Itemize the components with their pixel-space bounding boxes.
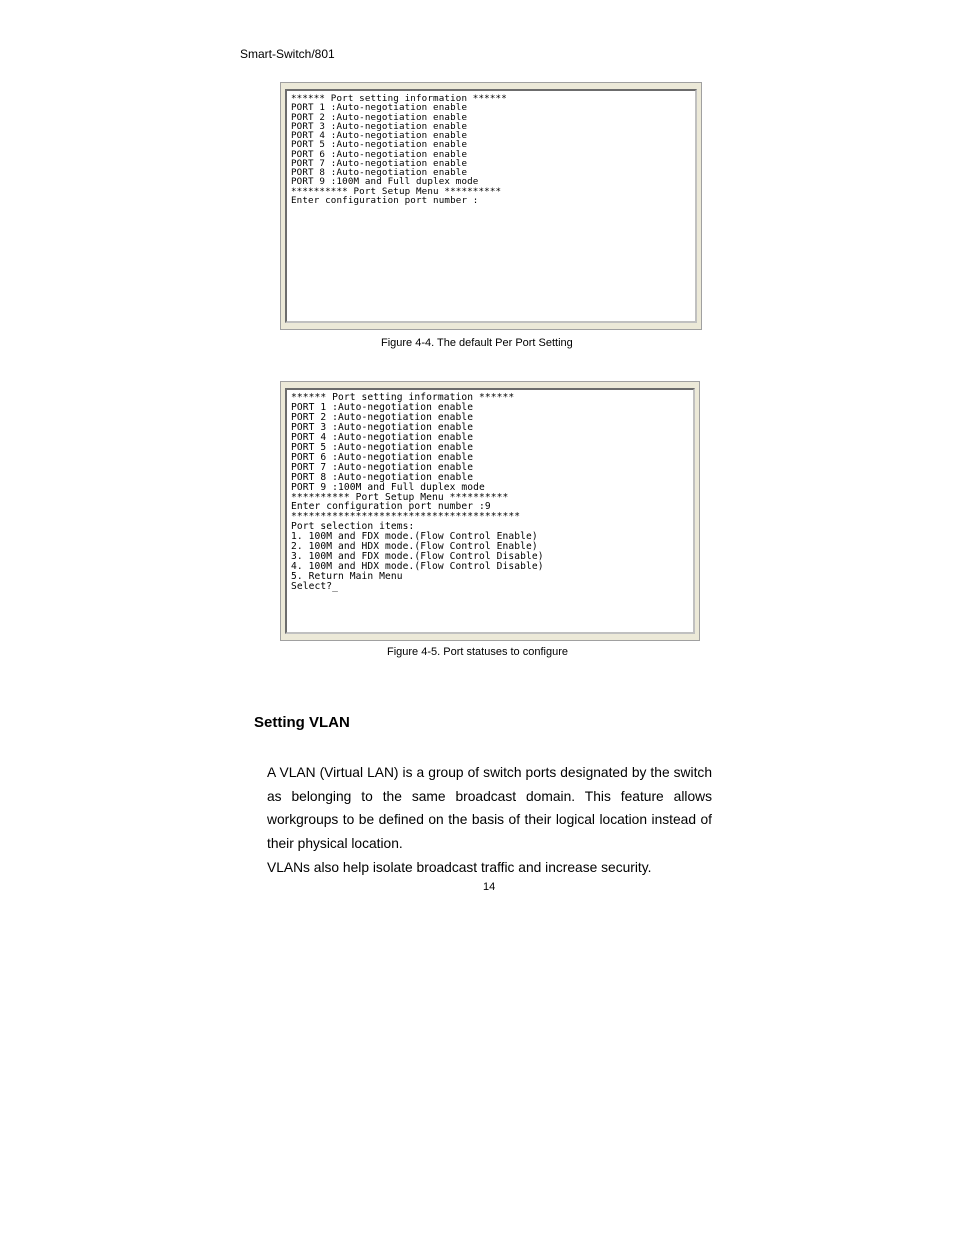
terminal-output	[291, 393, 544, 592]
terminal-line: PORT 4 :Auto-negotiation enable	[291, 431, 474, 443]
terminal-screen	[285, 89, 697, 323]
terminal-line: 1. 100M and FDX mode.(Flow Control Enable)	[291, 531, 538, 543]
terminal-line: PORT 5 :Auto-negotiation enable	[291, 139, 468, 151]
terminal-line: PORT 1 :Auto-negotiation enable	[291, 401, 474, 413]
terminal-line: Enter configuration port number :	[291, 194, 479, 206]
terminal-status-strip	[281, 324, 701, 330]
terminal-line: Select?_	[291, 581, 339, 593]
terminal-line: PORT 7 :Auto-negotiation enable	[291, 157, 468, 169]
figure-caption: Figure 4-5. Port statuses to configure	[387, 646, 568, 658]
terminal-line: PORT 4 :Auto-negotiation enable	[291, 130, 468, 141]
terminal-line: PORT 1 :Auto-negotiation enable	[291, 102, 468, 114]
terminal-line: Enter configuration port number :9	[291, 501, 491, 513]
terminal-line: PORT 9 :100M and Full duplex mode	[291, 481, 485, 493]
terminal-line: PORT 6 :Auto-negotiation enable	[291, 148, 468, 160]
terminal-line: PORT 9 :100M and Full duplex mode	[291, 176, 479, 188]
running-header: Smart-Switch/801	[240, 47, 335, 61]
terminal-screenshot-port-config	[280, 381, 700, 641]
terminal-line: PORT 8 :Auto-negotiation enable	[291, 167, 468, 178]
page-number: 14	[483, 881, 496, 893]
terminal-line: ****** Port setting information ******	[291, 93, 507, 104]
terminal-line: PORT 8 :Auto-negotiation enable	[291, 471, 474, 483]
body-text	[267, 761, 712, 880]
terminal-line: PORT 2 :Auto-negotiation enable	[291, 111, 468, 123]
terminal-line: PORT 2 :Auto-negotiation enable	[291, 411, 474, 423]
terminal-line: PORT 3 :Auto-negotiation enable	[291, 120, 468, 132]
section-heading: Setting VLAN	[254, 714, 350, 731]
terminal-line: ********** Port Setup Menu **********	[291, 185, 502, 197]
terminal-output	[291, 94, 507, 205]
terminal-line: PORT 7 :Auto-negotiation enable	[291, 461, 474, 473]
vlan-paragraph-2: VLANs also help isolate broadcast traffic and increase security.	[267, 859, 652, 875]
terminal-screen	[285, 388, 695, 634]
terminal-line: PORT 3 :Auto-negotiation enable	[291, 421, 474, 433]
terminal-line: 4. 100M and HDX mode.(Flow Control Disable)	[291, 561, 544, 573]
terminal-line: PORT 6 :Auto-negotiation enable	[291, 451, 474, 463]
terminal-line: PORT 5 :Auto-negotiation enable	[291, 441, 474, 453]
terminal-line: 2. 100M and HDX mode.(Flow Control Enable)	[291, 541, 538, 553]
terminal-line: ********** Port Setup Menu **********	[291, 491, 509, 503]
terminal-line: ****** Port setting information ******	[291, 392, 515, 403]
terminal-line: Port selection items:	[291, 521, 415, 533]
vlan-paragraph: A VLAN (Virtual LAN) is a group of switch ports designated by the switch as belonging to the same broadcast domain. This feature allows workgroups to be defined on the basis of their logical location instead of their physical location.	[267, 765, 712, 852]
terminal-line: ***************************************	[291, 511, 521, 523]
terminal-line: 3. 100M and FDX mode.(Flow Control Disable)	[291, 551, 544, 563]
terminal-line: 5. Return Main Menu	[291, 571, 403, 583]
figure-caption: Figure 4-4. The default Per Port Setting	[381, 337, 573, 349]
terminal-screenshot-port-setting	[280, 82, 702, 330]
